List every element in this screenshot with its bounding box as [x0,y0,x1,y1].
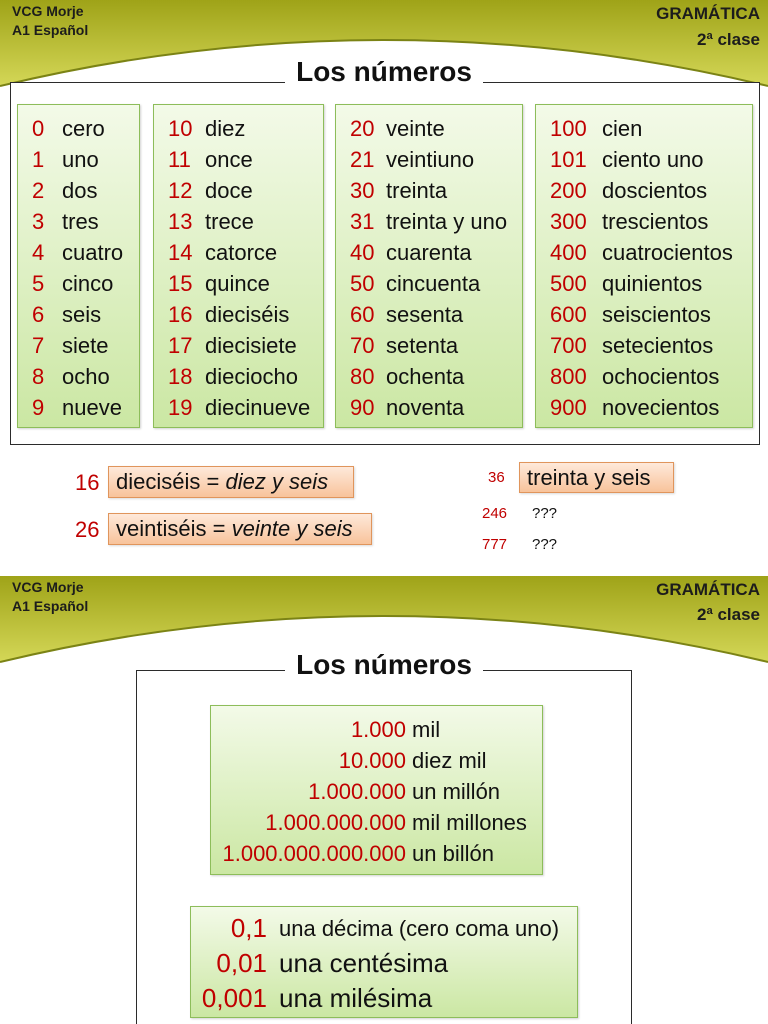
number-word: seis [62,302,102,327]
number-word: trece [205,209,254,234]
number-row [536,237,752,268]
number-row [18,113,139,144]
number-row [211,776,542,807]
number-row [336,113,522,144]
numeral: 80 [350,364,375,389]
number-row [154,113,323,144]
slide-title-wrap [0,55,768,89]
number-word: uno [62,147,99,172]
numeral: 30 [350,178,375,203]
numeral: 1.000.000.000.000 [222,841,406,866]
example-box-16 [108,466,354,498]
numeral: 19 [168,395,193,420]
example-word: dieciséis = [116,469,220,494]
decimal-row [191,911,577,946]
numeral: 400 [550,240,587,265]
large-numbers-box [210,705,543,875]
number-word: sesenta [386,302,464,327]
numeral: 14 [168,240,193,265]
example-unknown-777: ??? [532,536,558,553]
numeral: 200 [550,178,587,203]
numeral: 5 [32,271,45,296]
numeral: 8 [32,364,45,389]
number-row [536,361,752,392]
slide-title: Los números [285,55,483,89]
number-row [18,392,139,423]
number-word: cinco [62,271,114,296]
number-word: diez mil [412,748,487,773]
number-word: mil [412,717,441,742]
lesson-label: 2ª clase [696,605,760,624]
number-row [336,268,522,299]
number-word: cuarenta [386,240,472,265]
number-row [154,330,323,361]
decimal-numeral: 0,001 [201,983,267,1013]
numeral: 10.000 [338,748,406,773]
number-row [18,237,139,268]
number-row [154,144,323,175]
numeral: 31 [350,209,375,234]
number-word: diecisiete [205,333,297,358]
example-number-26: 26 [75,517,100,542]
number-word: diecinueve [205,395,311,420]
number-row [211,807,542,838]
number-row [154,392,323,423]
number-word: quince [205,271,270,296]
numeral: 101 [550,147,587,172]
number-word: cuatro [62,240,124,265]
numeral: 60 [350,302,375,327]
lesson-label: 2ª clase [696,30,760,49]
number-word: un millón [412,779,501,804]
number-word: mil millones [412,810,527,835]
numeral: 2 [32,178,45,203]
numeral: 6 [32,302,45,327]
number-word: dieciocho [205,364,298,389]
number-word: doce [205,178,253,203]
number-word: ochenta [386,364,465,389]
numeral: 300 [550,209,587,234]
number-row [18,361,139,392]
number-word: trescientos [602,209,709,234]
numbers-column-0-9 [17,104,140,428]
numeral: 1.000.000 [308,779,406,804]
decimal-row [191,946,577,981]
number-word: cien [602,116,643,141]
number-word: setenta [386,333,459,358]
number-word: veinte [386,116,445,141]
numeral: 20 [350,116,375,141]
number-word: treinta y uno [386,209,508,234]
example-number-246: 246 [482,505,508,522]
number-row [336,175,522,206]
number-word: un billón [412,841,494,866]
example-number-36: 36 [488,469,505,486]
decimal-numeral: 0,1 [230,913,267,943]
numeral: 9 [32,395,45,420]
number-word: ochocientos [602,364,720,389]
course-name: A1 Español [12,598,89,614]
number-row [211,714,542,745]
number-word: quinientos [602,271,703,296]
school-name: VCG Morje [12,3,84,19]
number-row [18,299,139,330]
example-word: treinta y seis [527,465,651,490]
numeral: 40 [350,240,375,265]
decimal-word: una centésima [279,948,449,978]
number-row [154,206,323,237]
number-word: ciento uno [602,147,704,172]
school-name: VCG Morje [12,579,84,595]
slide-large-numbers-decimals [0,576,768,1024]
numbers-column-100-900 [535,104,753,428]
number-row [154,237,323,268]
number-word: siete [62,333,109,358]
numeral: 1.000.000.000 [265,810,406,835]
number-row [336,237,522,268]
number-row [211,838,542,869]
number-row [154,361,323,392]
numeral: 100 [550,116,587,141]
number-row [336,330,522,361]
number-row [154,175,323,206]
number-row [18,175,139,206]
numeral: 16 [168,302,193,327]
number-word: cero [62,116,105,141]
numeral: 50 [350,271,375,296]
number-word: cuatrocientos [602,240,733,265]
decimals-box [190,906,578,1018]
numbers-column-20-90 [335,104,523,428]
number-word: veintiuno [386,147,475,172]
number-row [536,175,752,206]
number-row [336,361,522,392]
numeral: 12 [168,178,193,203]
number-word: treinta [386,178,448,203]
number-word: nueve [62,395,122,420]
numeral: 1 [32,147,45,172]
number-row [18,144,139,175]
numeral: 11 [168,147,191,172]
example-word: veintiséis = [116,516,226,541]
numeral: 21 [350,147,375,172]
number-word: seiscientos [602,302,711,327]
decimal-numeral: 0,01 [216,948,267,978]
number-word: tres [62,209,99,234]
numeral: 0 [32,116,45,141]
number-row [336,299,522,330]
example-box-26 [108,513,372,545]
number-row [211,745,542,776]
numbers-column-10-19 [153,104,324,428]
numeral: 13 [168,209,193,234]
number-row [154,299,323,330]
numeral: 15 [168,271,193,296]
numeral: 4 [32,240,45,265]
subject-title: GRAMÁTICA [656,580,760,599]
numeral: 800 [550,364,587,389]
numeral: 70 [350,333,375,358]
number-row [18,330,139,361]
number-word: diez [205,116,246,141]
number-word: dos [62,178,98,203]
number-row [536,268,752,299]
number-row [336,206,522,237]
number-row [536,206,752,237]
number-word: novecientos [602,395,720,420]
example-breakdown: veinte y seis [231,516,353,541]
example-number-16: 16 [75,470,100,495]
decimal-row [191,981,577,1016]
number-row [536,144,752,175]
numeral: 900 [550,395,587,420]
number-row [18,206,139,237]
number-row [536,330,752,361]
number-row [336,144,522,175]
number-row [336,392,522,423]
slide-title-wrap [0,648,768,682]
number-word: catorce [205,240,278,265]
number-row [536,299,752,330]
subject-title: GRAMÁTICA [656,4,760,23]
slide-title: Los números [285,648,483,682]
numeral: 10 [168,116,193,141]
numeral: 1.000 [350,717,406,742]
number-row [536,113,752,144]
example-unknown-246: ??? [532,505,558,522]
numeral: 500 [550,271,587,296]
number-word: doscientos [602,178,708,203]
number-word: dieciséis [205,302,290,327]
numeral: 90 [350,395,375,420]
example-number-777: 777 [482,536,508,553]
numeral: 7 [32,333,45,358]
number-row [18,268,139,299]
example-breakdown: diez y seis [225,469,329,494]
number-row [536,392,752,423]
numeral: 18 [168,364,193,389]
number-word: noventa [386,395,465,420]
number-word: cincuenta [386,271,481,296]
decimal-word: una décima (cero coma uno) [279,916,560,941]
number-row [154,268,323,299]
numeral: 3 [32,209,45,234]
numeral: 17 [168,333,193,358]
course-name: A1 Español [12,22,89,38]
number-word: setecientos [602,333,714,358]
number-word: once [205,147,253,172]
numeral: 700 [550,333,587,358]
numeral: 600 [550,302,587,327]
example-box-36 [519,462,674,493]
number-word: ocho [62,364,110,389]
decimal-word: una milésima [279,983,433,1013]
